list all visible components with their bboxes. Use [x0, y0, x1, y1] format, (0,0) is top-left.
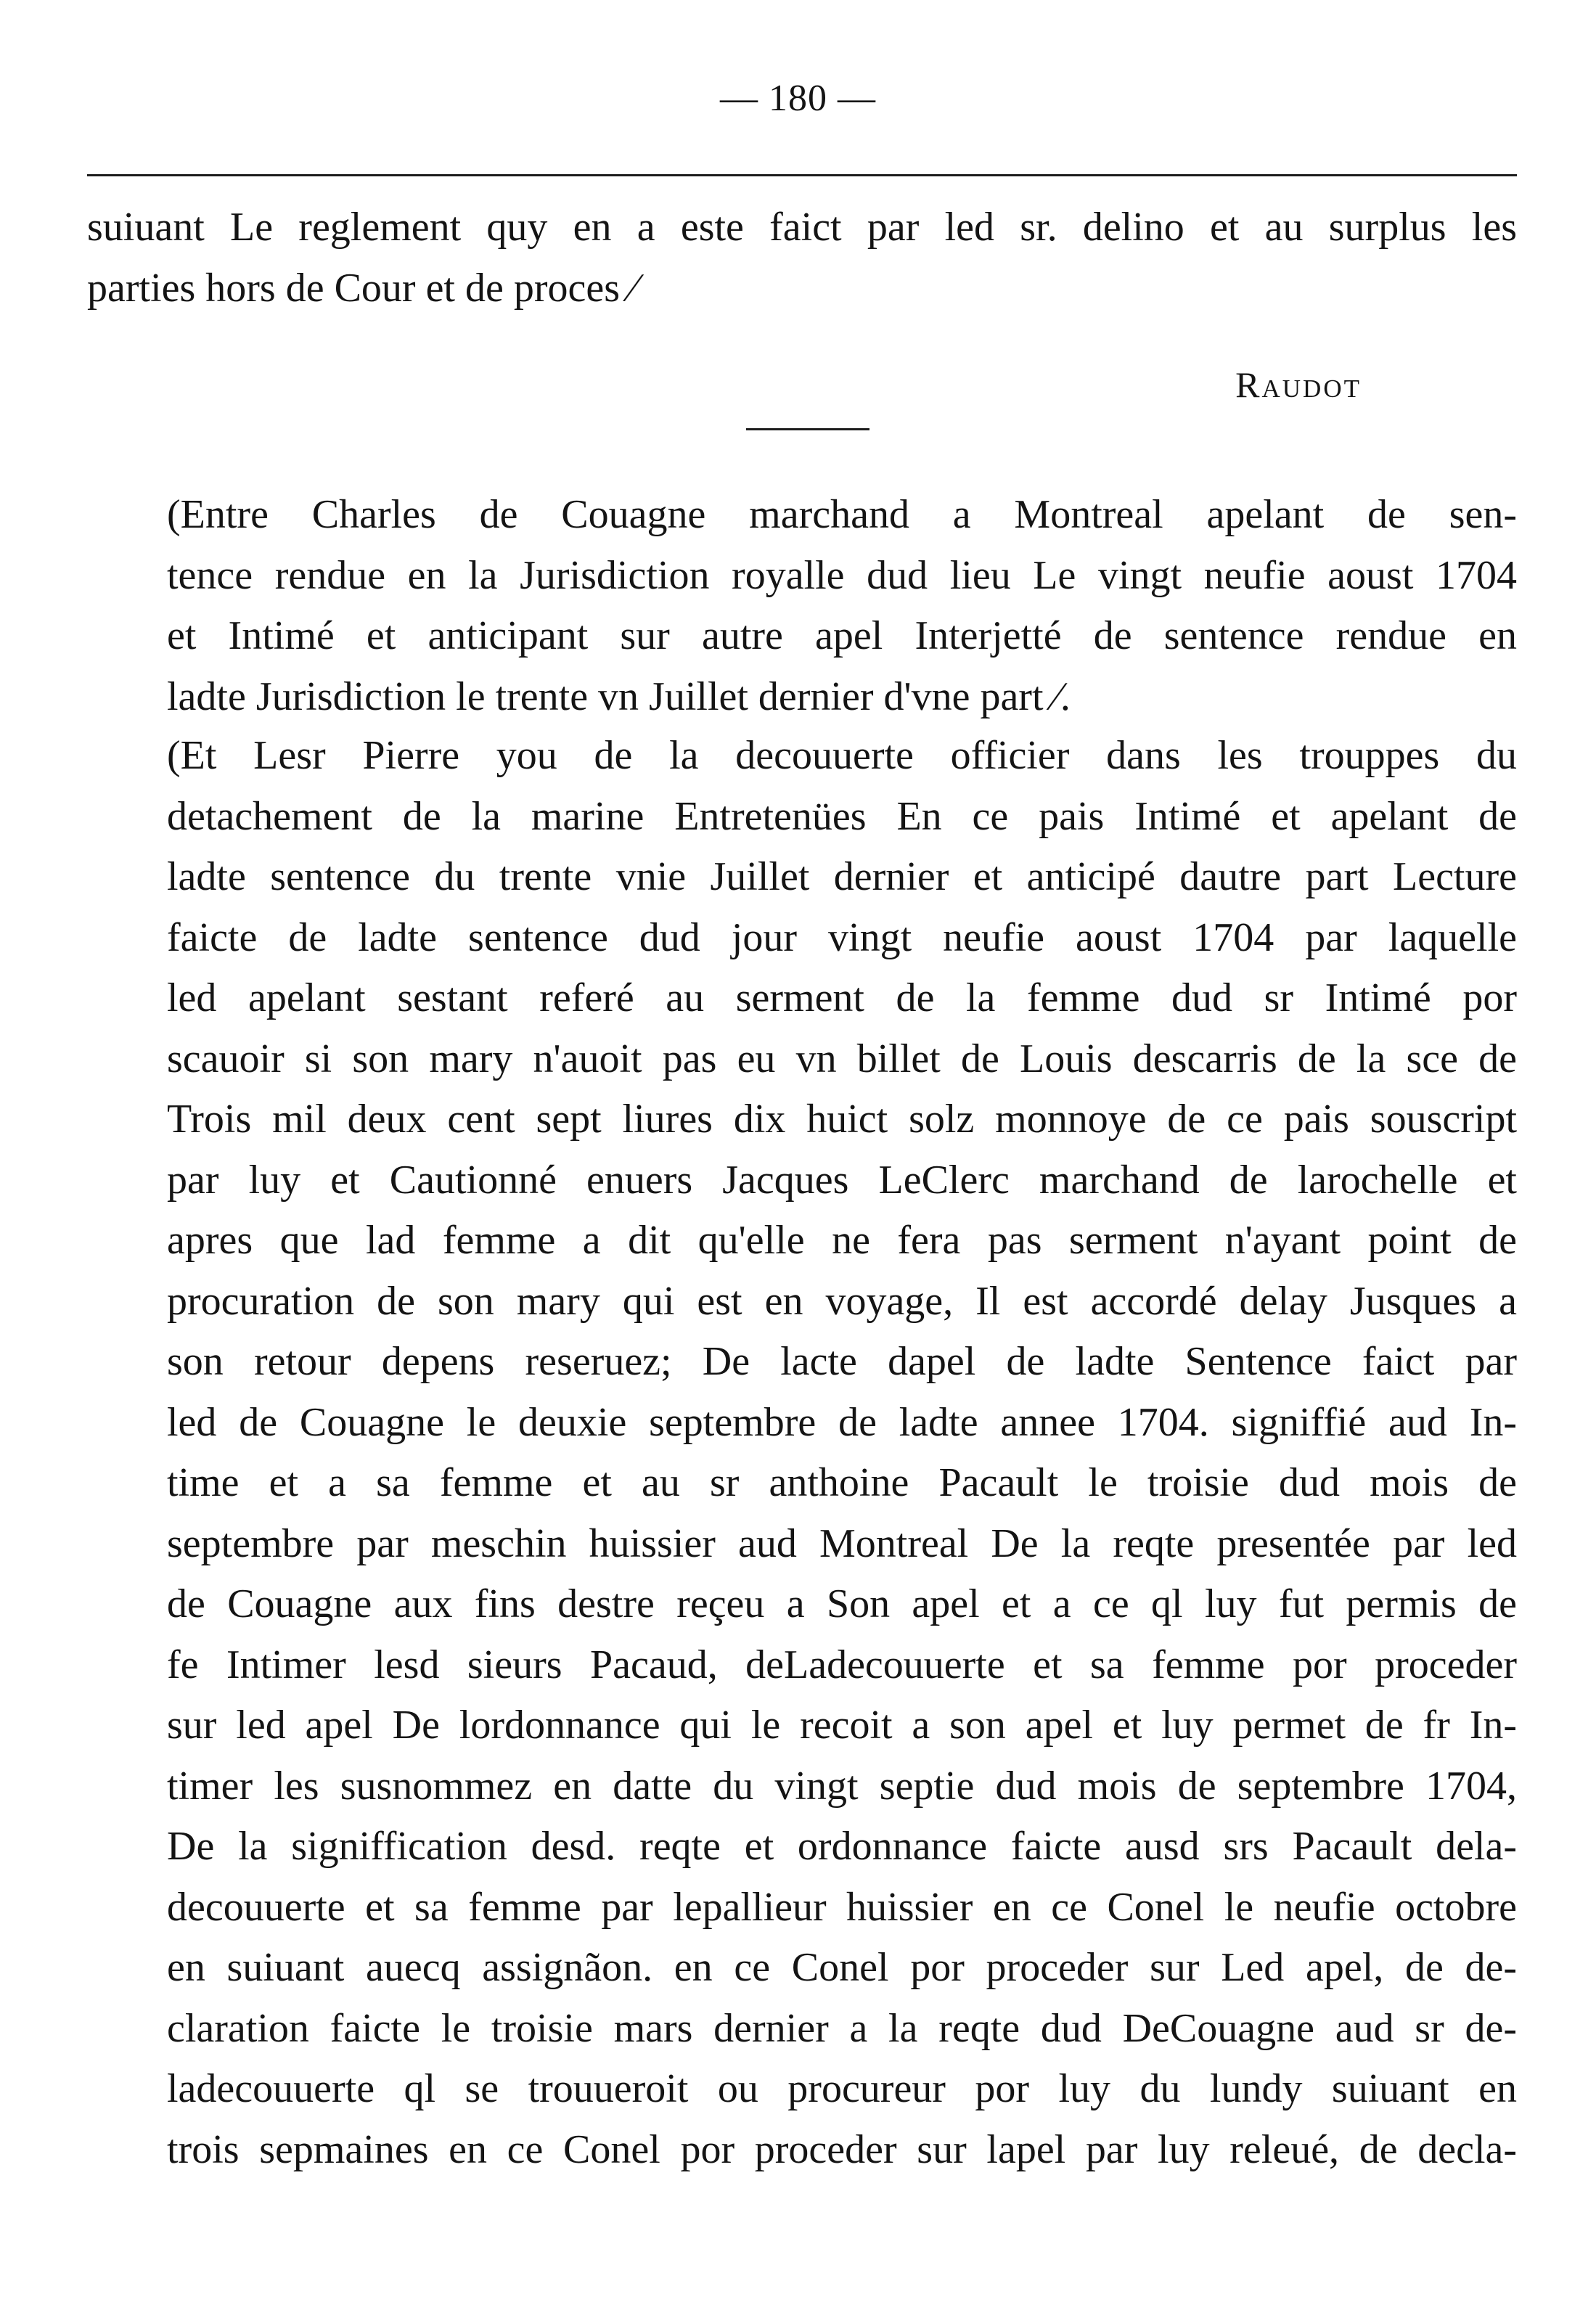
text-line: led apelant sestant referé au serment de la femme dud sr Intimé por	[167, 975, 1517, 1020]
text-line: son retour depens reseruez; De lacte dapel de ladte Sentence faict par	[167, 1339, 1517, 1384]
text-line: fe Intimer lesd sieurs Pacaud, deLadecouuerte et sa femme por proceder	[167, 1642, 1517, 1687]
text-line: et Intimé et anticipant sur autre apel Interjetté de sentence rendue en	[167, 613, 1517, 658]
continuation-text	[87, 197, 1517, 319]
text-line: De la signiffication desd. reqte et ordonnance faicte ausd srs Pacault dela-	[167, 1824, 1517, 1869]
text-line: led de Couagne le deuxie septembre de ladte annee 1704. signiffié aud In-	[167, 1399, 1517, 1445]
text-line: (Entre Charles de Couagne marchand a Montreal apelant de sen-	[167, 492, 1517, 537]
section-divider	[746, 428, 869, 430]
signature: Raudot	[1235, 364, 1362, 405]
page-number: — 180 —	[720, 78, 876, 119]
text-line: timer les susnommez en datte du vingt septie dud mois de septembre 1704,	[167, 1763, 1517, 1809]
text-line: Trois mil deux cent sept liures dix huict solz monnoye de ce pais souscript	[167, 1097, 1517, 1142]
text-line: de Couagne aux fins destre reçeu a Son apel et a ce ql luy fut permis de	[167, 1581, 1517, 1626]
text-line: suiuant Le reglement quy en a este faict par led sr. delino et au surplus les	[87, 205, 1517, 250]
text-line: time et a sa femme et au sr anthoine Pacault le troisie dud mois de	[167, 1460, 1517, 1505]
text-line: sur led apel De lordonnance qui le recoit a son apel et luy permet de fr In-	[167, 1703, 1517, 1748]
text-line: claration faicte le troisie mars dernier a la reqte dud DeCouagne aud sr de-	[167, 2005, 1517, 2051]
text-line: septembre par meschin huissier aud Montreal De la reqte presentée par led	[167, 1520, 1517, 1566]
text-line: procuration de son mary qui est en voyage, Il est accordé delay Jusques a	[167, 1278, 1517, 1324]
text-line: en suiuant auecq assignãon. en ce Conel por proceder sur Led apel, de de-	[167, 1945, 1517, 1990]
text-line: decouuerte et sa femme par lepallieur huissier en ce Conel le neufie octobre	[167, 1884, 1517, 1930]
header-rule	[87, 174, 1517, 176]
text-line: detachement de la marine Entretenües En ce pais Intimé et apelant de	[167, 793, 1517, 839]
text-line: ladte sentence du trente vnie Juillet dernier et anticipé dautre part Lecture	[167, 854, 1517, 899]
text-line: tence rendue en la Jurisdiction royalle dud lieu Le vingt neufie aoust 1704	[167, 552, 1517, 598]
text-line: ladte Jurisdiction le trente vn Juillet dernier d'vne part ⁄.	[167, 673, 1071, 719]
text-line: parties hors de Cour et de proces ⁄	[87, 265, 637, 311]
text-line: (Et Lesr Pierre you de la decouuerte officier dans les trouppes du	[167, 733, 1517, 778]
text-line: apres que lad femme a dit qu'elle ne fera pas serment n'ayant point de	[167, 1218, 1517, 1263]
text-line: trois sepmaines en ce Conel por proceder sur lapel par luy releué, de decla-	[167, 2126, 1517, 2172]
text-line: faicte de ladte sentence dud jour vingt neufie aoust 1704 par laquelle	[167, 914, 1517, 960]
paragraph-2	[87, 726, 1517, 2180]
text-line: par luy et Cautionné enuers Jacques LeClerc marchand de larochelle et	[167, 1157, 1517, 1203]
text-line: scauoir si son mary n'auoit pas eu vn billet de Louis descarris de la sce de	[167, 1036, 1517, 1081]
paragraph-1	[87, 485, 1517, 727]
text-line: ladecouuerte ql se trouueroit ou procureur por luy du lundy suiuant en	[167, 2066, 1517, 2111]
